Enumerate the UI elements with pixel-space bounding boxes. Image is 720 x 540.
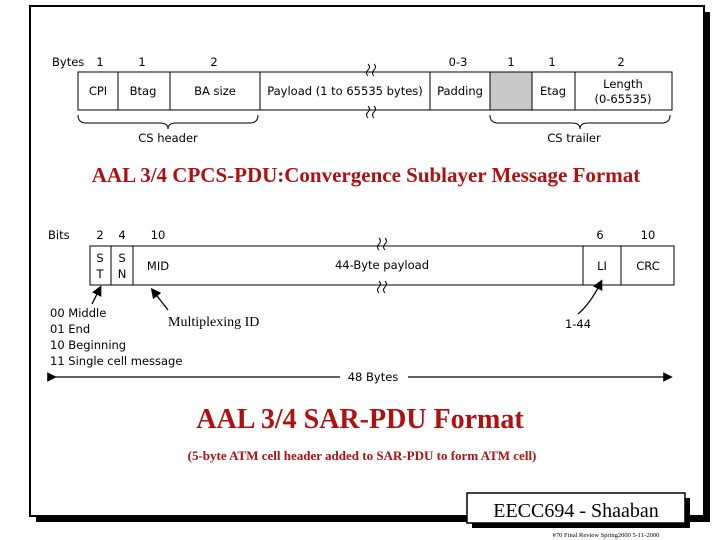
st-code-middle: 00 Middle	[50, 306, 107, 320]
cpcs-byte-count: 1	[138, 55, 146, 69]
sar-payload-field: 44-Byte payload	[334, 258, 430, 272]
sar-bit-count: 2	[96, 228, 104, 242]
footer-note: #70 Final Review Spring2000 5-11-2000	[552, 532, 660, 539]
ba-size-field: BA size	[194, 84, 236, 98]
mid-note: Multiplexing ID	[168, 315, 260, 330]
sar-subtitle: (5-byte ATM cell header added to SAR-PDU to form ATM cell)	[187, 448, 537, 463]
sar-bits-label: Bits	[48, 228, 70, 242]
sn-field-letter: S	[118, 251, 126, 265]
li-field: LI	[597, 259, 607, 273]
cs-header-label: CS header	[138, 131, 198, 145]
sar-bit-count: 10	[150, 228, 166, 242]
mid-field: MID	[146, 259, 170, 273]
sar-bit-count: 4	[118, 228, 126, 242]
btag-field: Btag	[129, 84, 157, 98]
cpcs-byte-count: 0-3	[448, 55, 468, 69]
footer-course-label: EECC694 - Shaaban	[493, 500, 659, 522]
crc-field: CRC	[636, 259, 660, 273]
cs-trailer-label: CS trailer	[547, 131, 601, 145]
cpcs-byte-count: 1	[96, 55, 104, 69]
cpcs-bytes-label: Bytes	[52, 55, 85, 69]
length-range: (0-65535)	[594, 92, 652, 106]
st-code-single: 11 Single cell message	[50, 354, 183, 368]
cpi-field: CPI	[88, 84, 108, 98]
cpcs-title: AAL 3/4 CPCS-PDU:Convergence Sublayer Message Format	[91, 163, 641, 187]
cpcs-byte-count: 2	[617, 55, 625, 69]
sar-bit-count: 10	[640, 228, 656, 242]
sar-bit-count: 6	[596, 228, 604, 242]
st-field-letter: S	[96, 251, 104, 265]
cpcs-byte-count: 1	[507, 55, 515, 69]
st-field-letter: T	[96, 267, 104, 281]
li-range-label: 1-44	[564, 317, 592, 331]
etag-field: Etag	[539, 84, 567, 98]
total-length-label: 48 Bytes	[347, 370, 399, 384]
sn-field-letter: N	[117, 267, 127, 281]
st-code-end: 01 End	[50, 322, 91, 336]
payload-field: Payload (1 to 65535 bytes)	[267, 84, 423, 98]
length-field: Length	[603, 77, 643, 91]
padding-shaded-cell	[491, 73, 532, 110]
cpcs-byte-count: 1	[548, 55, 556, 69]
sar-title: AAL 3/4 SAR-PDU Format	[196, 404, 524, 435]
padding-field: Padding	[437, 84, 483, 98]
st-code-beginning: 10 Beginning	[50, 338, 127, 352]
cpcs-byte-count: 2	[210, 55, 218, 69]
